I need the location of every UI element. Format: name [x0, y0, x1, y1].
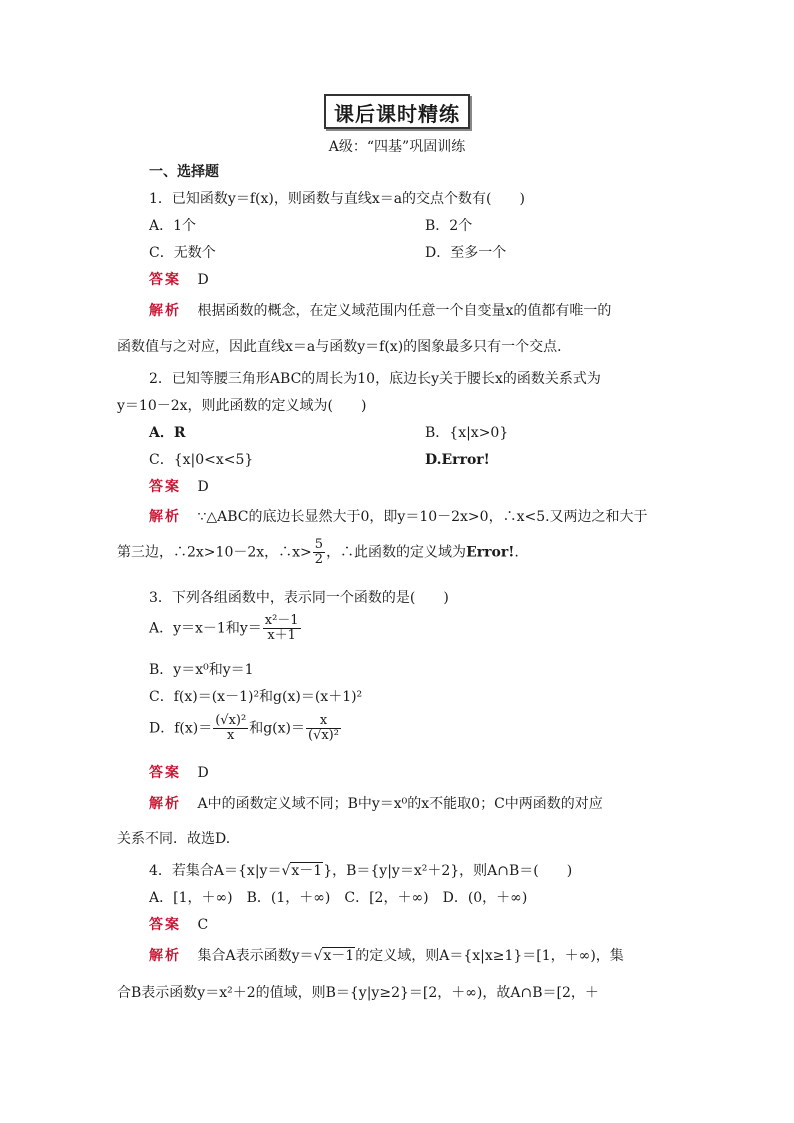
- q4-answer-value: C: [197, 917, 209, 933]
- q2-stem-line2: y＝10－2x，则此函数的定义域为( ): [117, 398, 367, 414]
- q3-option-b: B．y＝x⁰和y＝1: [149, 662, 254, 678]
- q2-answer: [149, 478, 209, 496]
- q4-analysis-text1a: 集合A表示函数y＝: [197, 948, 314, 964]
- q1-option-c: C．无数个: [149, 245, 216, 261]
- q4-stem: [149, 862, 572, 880]
- analysis-label: 解析: [149, 509, 181, 525]
- q1-analysis-text1: 根据函数的概念，在定义域范围内任意一个自变量x的值都有唯一的: [197, 303, 612, 319]
- q2-stem-line1: 2．已知等腰三角形ABC的周长为10，底边长y关于腰长x的函数关系式为: [149, 371, 601, 387]
- title-wrap: [0, 94, 794, 129]
- sqrt-icon: √: [281, 863, 291, 879]
- sqrt-icon: √: [313, 948, 323, 964]
- fraction-numerator: x²－1: [264, 613, 299, 628]
- fraction: [306, 714, 341, 743]
- q2-answer-value: D: [197, 479, 209, 495]
- q3-stem: 3．下列各组函数中，表示同一个函数的是( ): [149, 590, 449, 606]
- q4-analysis-text1b: 的定义域，则A＝{x|x≥1}＝[1，＋∞)，集: [355, 948, 624, 964]
- q3-option-d: [149, 714, 342, 743]
- q4-stem-radicand: x－1: [291, 863, 323, 879]
- q2-analysis-text2b: ，∴此函数的定义域为: [326, 544, 467, 561]
- q3-option-a: [149, 614, 302, 643]
- fraction-denominator: 2: [314, 552, 324, 567]
- q2-analysis-line1: [149, 508, 648, 526]
- analysis-label: 解析: [149, 796, 181, 812]
- q1-analysis-line2: 函数值与之对应，因此直线x＝a与函数y＝f(x)的图象最多只有一个交点．: [117, 339, 572, 355]
- q2-analysis-text1: ∵△ABC的底边长显然大于0，即y＝10－2x>0，∴x<5.又两边之和大于: [197, 509, 648, 525]
- q3-option-d-text: D．f(x)＝: [149, 720, 213, 737]
- answer-label: 答案: [149, 479, 181, 495]
- q4-analysis-line2: 合B表示函数y＝x²＋2的值域，则B＝{y|y≥2}＝[2，＋∞)，故A∩B＝[2，＋: [117, 985, 599, 1001]
- q3-analysis-line1: [149, 795, 603, 813]
- q2-analysis-period: .: [514, 544, 519, 561]
- fraction-numerator: x: [306, 714, 341, 729]
- fraction: [313, 538, 325, 567]
- q4-answer: [149, 916, 208, 934]
- q2-option-c: C．{x|0<x<5}: [149, 452, 254, 468]
- fraction-denominator: x: [227, 728, 235, 743]
- q2-option-a: A．R: [149, 425, 186, 441]
- q3-analysis-line2: 关系不同．故选D.: [117, 831, 231, 847]
- answer-label: 答案: [149, 272, 181, 288]
- q1-answer-value: D: [197, 272, 209, 288]
- q2-analysis-line2: [117, 538, 519, 567]
- fraction: [263, 614, 301, 643]
- fraction-denominator: x＋1: [267, 628, 296, 643]
- q2-option-b: B．{x|x>0}: [425, 425, 509, 441]
- q1-option-a: A．1个: [149, 218, 197, 234]
- q4-stem-pre: 4．若集合A＝{x|y＝: [149, 863, 282, 879]
- q4-analysis-line1: [149, 947, 624, 965]
- q1-answer: [149, 271, 209, 289]
- section-heading: 一、选择题: [149, 164, 219, 180]
- fraction: [213, 714, 248, 743]
- q3-analysis-text1: A中的函数定义域不同；B中y＝x⁰的x不能取0；C中两函数的对应: [197, 796, 603, 812]
- answer-label: 答案: [149, 765, 181, 781]
- fraction-numerator: 5: [314, 537, 324, 552]
- q4-options: A．[1，＋∞) B．(1，＋∞) C．[2，＋∞) D．(0，＋∞): [149, 890, 528, 906]
- analysis-label: 解析: [149, 948, 181, 964]
- answer-label: 答案: [149, 917, 181, 933]
- fraction-denominator: (√x)²: [308, 728, 339, 743]
- q2-analysis-text2a: 第三边，∴2x>10－2x，∴x>: [117, 544, 312, 561]
- q1-option-d: D．至多一个: [425, 245, 507, 261]
- q2-option-d: D.Error!: [425, 452, 490, 468]
- q2-analysis-error: Error!: [466, 544, 515, 561]
- level-subtitle: A级：“四基”巩固训练: [328, 139, 466, 155]
- q4-analysis-radicand: x－1: [323, 948, 355, 964]
- q1-analysis-line1: [149, 302, 611, 320]
- q1-stem: 1．已知函数y＝f(x)，则函数与直线x＝a的交点个数有( ): [149, 191, 525, 207]
- analysis-label: 解析: [149, 303, 181, 319]
- q3-option-d-mid: 和g(x)＝: [249, 720, 305, 737]
- fraction-numerator: (√x)²: [215, 713, 247, 728]
- q3-option-c: C．f(x)＝(x－1)²和g(x)＝(x＋1)²: [149, 689, 363, 705]
- q1-option-b: B．2个: [425, 218, 473, 234]
- q3-answer-value: D: [197, 765, 209, 781]
- q4-stem-post: }，B＝{y|y＝x²＋2}，则A∩B＝( ): [323, 863, 573, 879]
- q3-option-a-text: A．y＝x－1和y＝: [149, 620, 262, 637]
- q3-answer: [149, 764, 209, 782]
- page-title: 课后课时精练: [324, 94, 470, 129]
